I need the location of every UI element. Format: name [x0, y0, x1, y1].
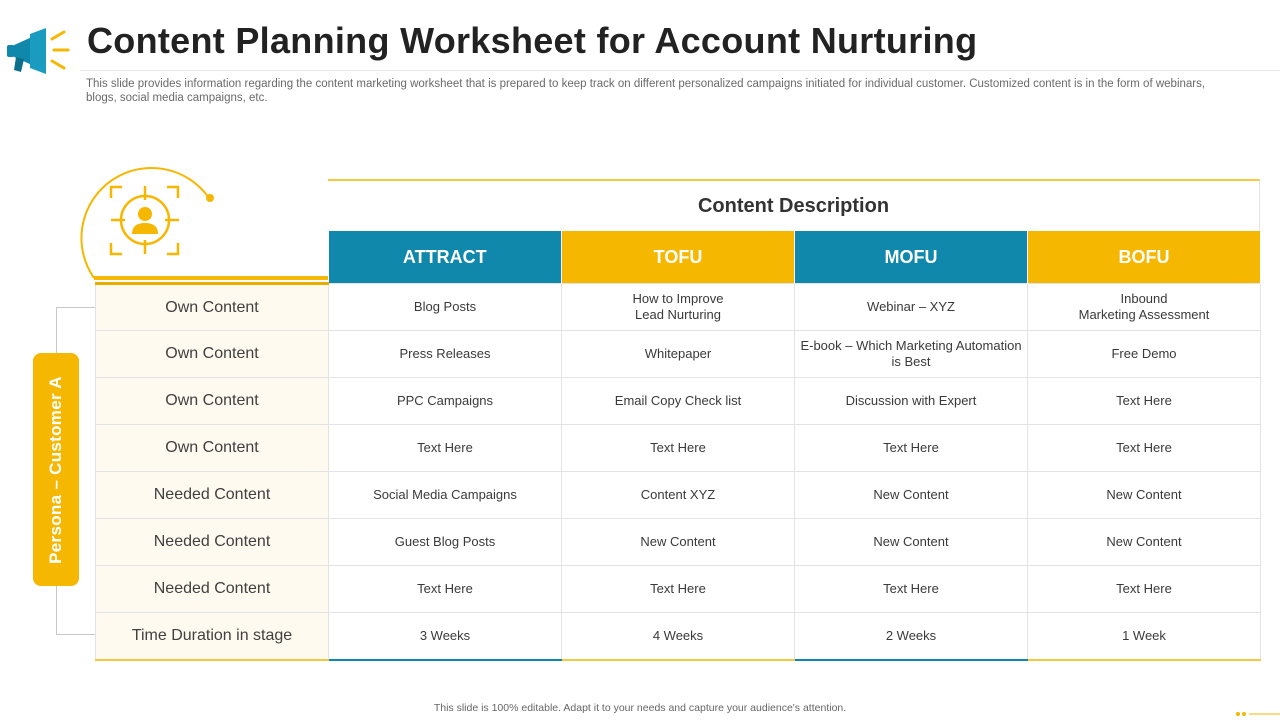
table-cell: PPC Campaigns — [329, 378, 562, 425]
table-cell: Blog Posts — [329, 284, 562, 331]
table-corner — [96, 231, 329, 284]
title-divider — [80, 70, 1280, 71]
table-row — [96, 284, 1261, 331]
table-cell: Email Copy Check list — [562, 378, 795, 425]
table-cell: Webinar – XYZ — [795, 284, 1028, 331]
row-label: Needed Content — [96, 472, 329, 519]
table-cell: Text Here — [1028, 425, 1261, 472]
table-cell: New Content — [1028, 519, 1261, 566]
table-cell: How to Improve Lead Nurturing — [562, 284, 795, 331]
table-cell: Text Here — [562, 425, 795, 472]
table-body — [96, 284, 1261, 660]
megaphone-icon — [2, 24, 74, 76]
table-cell: New Content — [795, 519, 1028, 566]
content-description-title: Content Description — [697, 194, 890, 217]
table-row — [96, 519, 1261, 566]
table-cell: 4 Weeks — [562, 613, 795, 660]
table-cell: Text Here — [329, 425, 562, 472]
row-label: Own Content — [96, 378, 329, 425]
table-cell: E-book – Which Marketing Automation is Best — [795, 331, 1028, 378]
table-cell: Discussion with Expert — [795, 378, 1028, 425]
table-cell: Whitepaper — [562, 331, 795, 378]
table-row — [96, 331, 1261, 378]
table-row — [96, 425, 1261, 472]
row-label: Own Content — [96, 331, 329, 378]
table-cell: Text Here — [795, 566, 1028, 613]
persona-label-text: Persona – Customer A — [46, 375, 65, 564]
table-cell: Text Here — [795, 425, 1028, 472]
persona-label — [33, 353, 79, 586]
table-cell: Content XYZ — [562, 472, 795, 519]
table-cell: Text Here — [1028, 566, 1261, 613]
page-subtitle: This slide provides information regarding the content marketing worksheet that is prepared to keep track on different personalized campaigns initiated for individual customer. Customized content is in the form of webinars, blogs, social media campaigns, etc. — [86, 78, 1206, 104]
column-header-attract: ATTRACT — [329, 231, 562, 284]
table-cell: New Content — [1028, 472, 1261, 519]
table-cell: Guest Blog Posts — [329, 519, 562, 566]
table-cell: Text Here — [1028, 378, 1261, 425]
table-cell: 1 Week — [1028, 613, 1261, 660]
row-label: Own Content — [96, 284, 329, 331]
table-row — [96, 613, 1261, 660]
column-header-mofu: MOFU — [795, 231, 1028, 284]
table-cell: 2 Weeks — [795, 613, 1028, 660]
table-cell: Social Media Campaigns — [329, 472, 562, 519]
page-title: Content Planning Worksheet for Account Nurturing — [87, 20, 978, 61]
content-planning-table — [95, 231, 1261, 661]
decorative-dots — [1234, 708, 1280, 720]
table-cell: Text Here — [329, 566, 562, 613]
column-header-bofu: BOFU — [1028, 231, 1261, 284]
row-label: Needed Content — [96, 566, 329, 613]
content-description-header — [328, 179, 1260, 231]
row-label: Own Content — [96, 425, 329, 472]
table-row — [96, 378, 1261, 425]
footer-note: This slide is 100% editable. Adapt it to your needs and capture your audience's attention. — [433, 702, 847, 714]
table-cell: Inbound Marketing Assessment — [1028, 284, 1261, 331]
table-cell: Press Releases — [329, 331, 562, 378]
column-header-tofu: TOFU — [562, 231, 795, 284]
table-cell: Free Demo — [1028, 331, 1261, 378]
table-row — [96, 566, 1261, 613]
table-cell: 3 Weeks — [329, 613, 562, 660]
table-cell: New Content — [795, 472, 1028, 519]
row-label: Time Duration in stage — [96, 613, 329, 660]
table-row — [96, 472, 1261, 519]
table-cell: New Content — [562, 519, 795, 566]
row-label: Needed Content — [96, 519, 329, 566]
table-cell: Text Here — [562, 566, 795, 613]
